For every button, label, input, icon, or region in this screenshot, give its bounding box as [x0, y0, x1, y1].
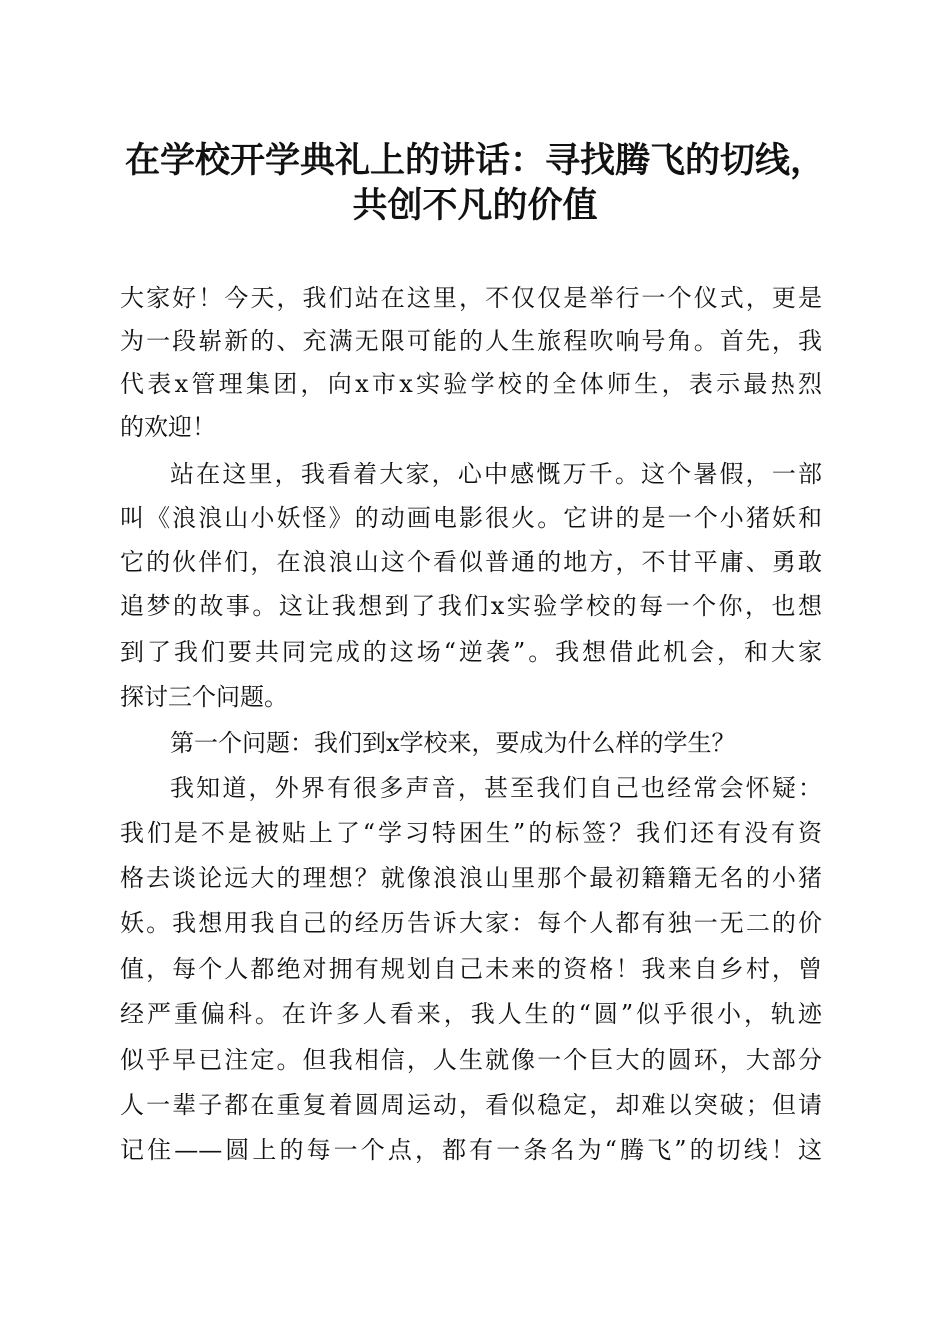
- paragraph-1-line: 为一段崭新的、充满无限可能的人生旅程吹响号角。首先，我: [120, 327, 822, 355]
- paragraph-3-line: 似乎早已注定。但我相信，人生就像一个巨大的圆环，大部分: [120, 1046, 822, 1074]
- paragraph-3-line: 值，每个人都绝对拥有规划自己未来的资格！我来自乡村，曾: [120, 955, 822, 983]
- paragraph-2-line: 探讨三个问题。: [120, 683, 288, 711]
- section-heading: 第一个问题：我们到x学校来，要成为什么样的学生？: [170, 729, 736, 757]
- paragraph-1-line: 代表x管理集团，向x市x实验学校的全体师生，表示最热烈: [120, 370, 822, 398]
- paragraph-2-line: 它的伙伴们，在浪浪山这个看似普通的地方，不甘平庸、勇敢: [120, 548, 822, 576]
- paragraph-3-line: 我们是不是被贴上了“学习特困生”的标签？我们还有没有资: [120, 819, 822, 847]
- paragraph-3-line: 妖。我想用我自己的经历告诉大家：每个人都有独一无二的价: [120, 909, 822, 937]
- paragraph-1-line: 大家好！今天，我们站在这里，不仅仅是举行一个仪式，更是: [120, 284, 822, 312]
- paragraph-2-line: 叫《浪浪山小妖怪》的动画电影很火。它讲的是一个小猪妖和: [120, 504, 822, 532]
- paragraph-3-line: 人一辈子都在重复着圆周运动，看似稳定，却难以突破；但请: [120, 1091, 822, 1119]
- paragraph-2-line: 追梦的故事。这让我想到了我们x实验学校的每一个你，也想: [120, 592, 822, 620]
- document-title-line-2: 共创不凡的价值: [352, 185, 598, 226]
- document-title-line-1: 在学校开学典礼上的讲话：寻找腾飞的切线，: [124, 140, 825, 181]
- paragraph-3-line: 经严重偏科。在许多人看来，我人生的“圆”似乎很小，轨迹: [120, 1000, 822, 1028]
- paragraph-3-line: 我知道，外界有很多声音，甚至我们自己也经常会怀疑：: [170, 774, 822, 802]
- paragraph-3-line: 格去谈论远大的理想？就像浪浪山里那个最初籍籍无名的小猪: [120, 864, 822, 892]
- paragraph-1-line: 的欢迎！: [120, 413, 216, 441]
- paragraph-2-line: 站在这里，我看着大家，心中感慨万千。这个暑假，一部: [170, 460, 822, 488]
- paragraph-3-line: 记住——圆上的每一个点，都有一条名为“腾飞”的切线！这: [120, 1136, 822, 1164]
- paragraph-2-line: 到了我们要共同完成的这场“逆袭”。我想借此机会，和大家: [120, 638, 822, 666]
